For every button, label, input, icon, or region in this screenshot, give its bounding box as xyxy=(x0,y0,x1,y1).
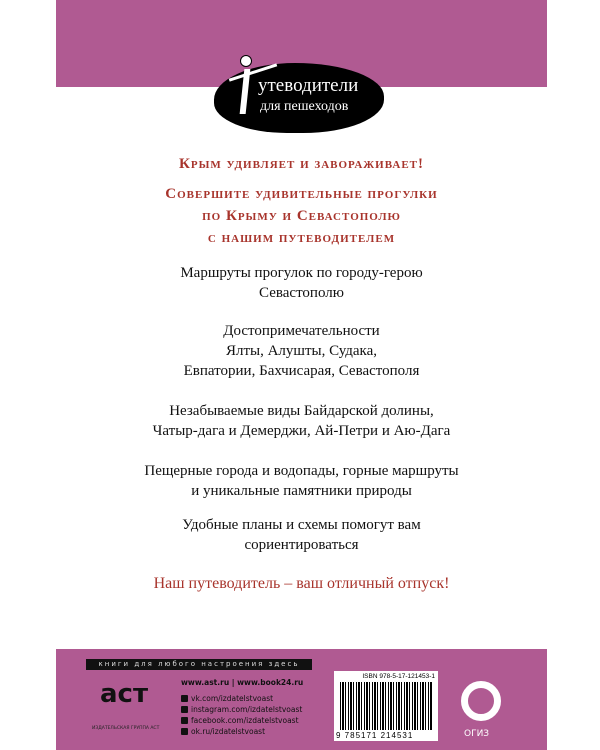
feature-2: Достопримечательности Ялты, Алушты, Судака, Евпатории, Бахчисарая, Севастополя xyxy=(183,323,420,379)
subheadline-line: с нашим путеводителем xyxy=(207,230,396,246)
facebook-icon xyxy=(181,717,188,724)
feature-3: Незабываемые виды Байдарской долины, Чатыр-дага и Демерджи, Ай-Петри и Аю-Дага xyxy=(152,403,451,439)
footprint-shape xyxy=(214,63,384,133)
feature-1: Маршруты прогулок по городу-герою Севастополю xyxy=(180,265,423,301)
barcode-bars xyxy=(340,682,432,730)
book-back-cover xyxy=(56,0,547,750)
subheadline-line: Совершите удивительные прогулки xyxy=(165,186,438,202)
vk-icon xyxy=(181,695,188,702)
ogiz-logo-icon xyxy=(461,681,501,721)
walker-icon xyxy=(240,55,252,67)
websites[interactable]: www.ast.ru | www.book24.ru xyxy=(181,678,304,687)
closing-line: Наш путеводитель – ваш отличный отпуск! xyxy=(153,575,450,592)
slogan: книги для любого настроения здесь xyxy=(86,659,312,670)
imprint-name: ОГИЗ xyxy=(464,729,490,739)
feature-4: Пещерные города и водопады, горные маршруты и уникальные памятники природы xyxy=(144,463,459,499)
facebook-link[interactable]: facebook.com/izdatelstvoast xyxy=(181,715,303,726)
headline: Крым удивляет и завораживает! xyxy=(179,156,424,172)
footer-band xyxy=(56,649,547,750)
series-logo: утеводители для пешеходов xyxy=(214,55,384,141)
instagram-link[interactable]: instagram.com/izdatelstvoast xyxy=(181,704,303,715)
ok-link[interactable]: ok.ru/izdatelstvoast xyxy=(181,726,303,737)
barcode: ISBN 978-5-17-121453-1 9 785171 214531 xyxy=(334,671,438,741)
instagram-icon xyxy=(181,706,188,713)
ok-icon xyxy=(181,728,188,735)
feature-5: Удобные планы и схемы помогут вам сориентироваться xyxy=(182,517,421,553)
publisher-links xyxy=(181,677,303,737)
ast-logo: аст ИЗДАТЕЛЬСКАЯ ГРУППА АСТ xyxy=(92,679,160,731)
subheadline-line: по Крыму и Севастополю xyxy=(202,208,401,224)
vk-link[interactable]: vk.com/izdatelstvoast xyxy=(181,693,303,704)
